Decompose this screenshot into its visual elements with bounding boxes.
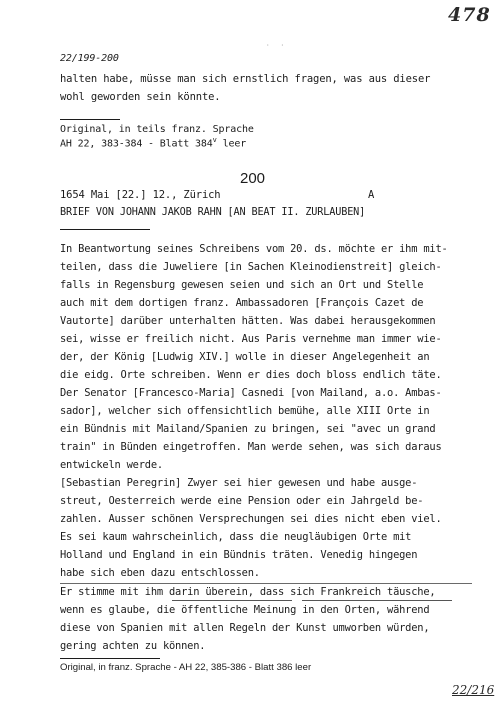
section-rule-3: [60, 658, 160, 659]
body-line: habe sich eben dazu entschlossen.: [60, 567, 260, 579]
body-line: Vautorte] darüber unterhalten hätten. Was dabei herausgekommen: [60, 315, 436, 327]
body-line: entwickeln werde.: [60, 459, 163, 471]
source-note-1-sup: v: [212, 136, 217, 144]
source-note-2: Original, in franz. Sprache - AH 22, 385-386 - Blatt 386 leer: [60, 662, 312, 673]
body-line: diese von Spanien mit allen Regeln der Kunst umworben würden,: [60, 622, 430, 634]
section-rule-2: [60, 229, 150, 230]
entry-number: 200: [240, 170, 266, 187]
section-rule-1: [60, 119, 120, 120]
source-note-1-line-1: Original, in teils franz. Sprache: [60, 124, 254, 135]
body-line: sador], welcher sich offensichtlich bemühe, alle XIII Orte in: [60, 405, 430, 417]
body-line: Er stimme mit ihm darin überein, dass sich Frankreich täusche,: [60, 586, 436, 598]
continuation-line-1: halten habe, müsse man sich ernstlich fragen, was aus dieser: [60, 73, 431, 85]
entry-date-place: 1654 Mai [22.] 12., Zürich: [60, 189, 221, 201]
source-note-1-archive: AH 22, 383-384 - Blatt 384: [60, 138, 213, 150]
handwritten-archive-number: 22/216: [452, 683, 495, 697]
body-line: Der Senator [Francesco-Maria] Casnedi [von Mailand, a.o. Ambas-: [60, 387, 442, 399]
body-line: [Sebastian Peregrin] Zwyer sei hier gewesen und habe ausge-: [60, 477, 418, 489]
entry-title: BRIEF VON JOHANN JAKOB RAHN [AN BEAT II. ZURLAUBEN]: [60, 207, 366, 218]
body-line: wenn es glaube, die öffentliche Meinung in den Orten, während: [60, 604, 430, 616]
entry-marker: A: [368, 189, 375, 201]
body-line: In Beantwortung seines Schreibens vom 20. ds. möchte er ihm mit-: [60, 243, 448, 255]
body-line: train" in Bünden eingetroffen. Man werde sehen, was sich daraus: [60, 441, 442, 453]
header-reference: 22/199-200: [60, 53, 119, 64]
body-line: teilen, dass die Juweliere [in Sachen Kleinodienstreit] gleich-: [60, 261, 442, 273]
handwritten-underline-1: [172, 600, 292, 601]
paste-edge-line: [60, 583, 472, 584]
body-line: zahlen. Ausser schönen Versprechungen sei dies nicht eben viel.: [60, 513, 442, 525]
source-note-1-line-2: [60, 136, 246, 149]
body-line: Es sei kaum wahrscheinlich, dass die neugläubigen Orte mit: [60, 531, 412, 543]
scan-dots: · ·: [266, 42, 285, 49]
body-line: streut, Oesterreich werde eine Pension oder ein Jahrgeld be-: [60, 495, 424, 507]
body-line: Holland und England in ein Bündnis träten. Venedig hingegen: [60, 549, 418, 561]
body-line: falls in Regensburg gewesen seien und sich an Ort und Stelle: [60, 279, 424, 291]
body-line: der, der König [Ludwig XIV.] wolle in dieser Angelegenheit an: [60, 351, 430, 363]
source-note-1-leer: leer: [222, 138, 247, 150]
body-line: auch mit dem dortigen franz. Ambassadoren [François Cazet de: [60, 297, 424, 309]
body-line: ein Bündnis mit Mailand/Spanien zu bringen, sei "avec un grand: [60, 423, 436, 435]
handwritten-underline-2: [302, 600, 452, 601]
body-line: gering achten zu können.: [60, 640, 206, 652]
body-line: die eidg. Orte schreiben. Wenn er dies doch bloss endlich täte.: [60, 369, 442, 381]
continuation-line-2: wohl geworden sein könnte.: [60, 91, 221, 103]
handwritten-page-number: 478: [448, 4, 491, 26]
body-line: sei, wisse er freilich nicht. Aus Paris vernehme man immer wie-: [60, 333, 442, 345]
